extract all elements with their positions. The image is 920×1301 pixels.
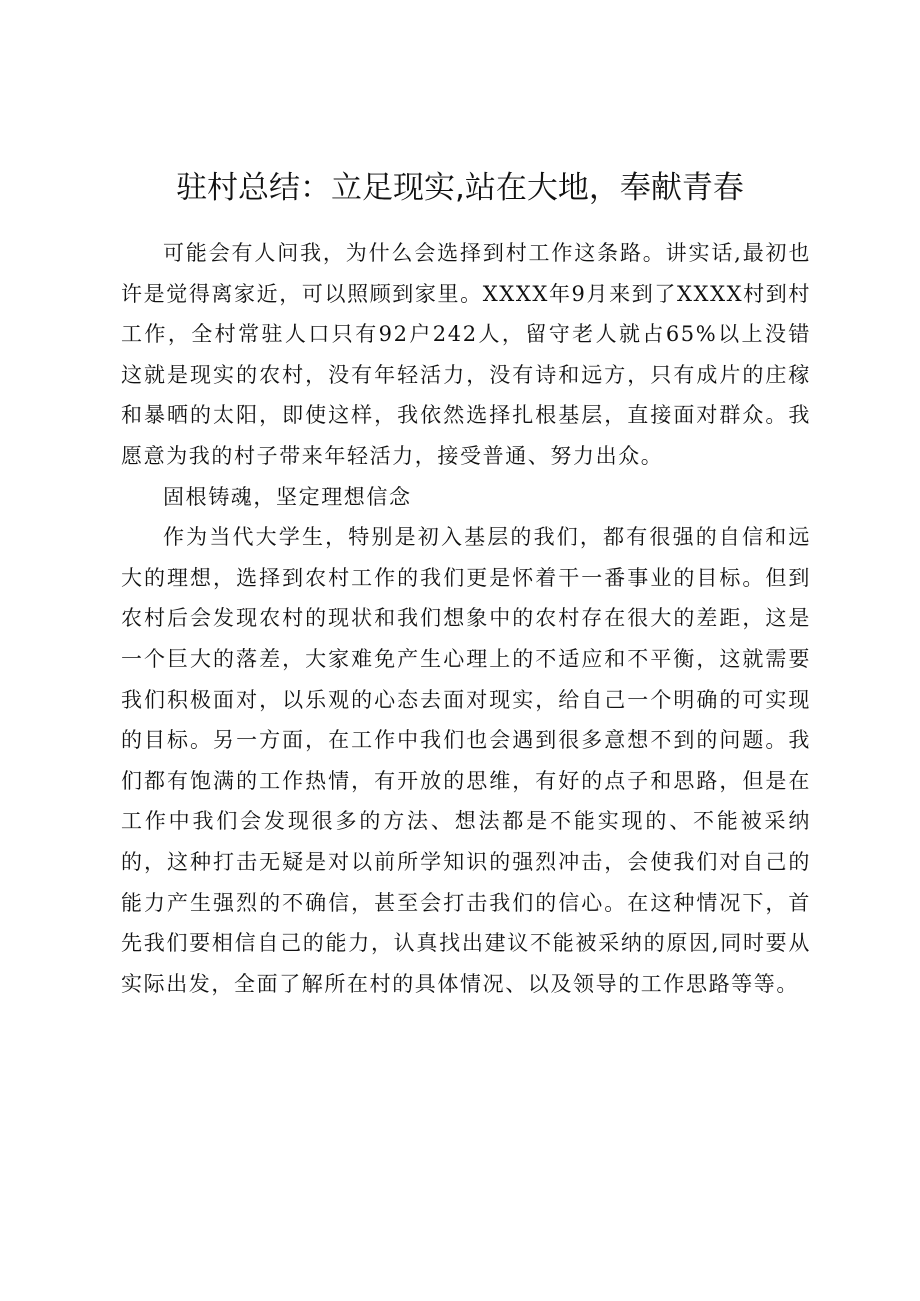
document-title: 驻村总结：立足现实,站在大地，奉献青春 [176,170,744,206]
section-heading: 固根铸魂，坚定理想信念 [163,484,412,509]
paragraph-intro: 可能会有人问我，为什么会选择到村工作这条路。讲实话,最初也许是觉得离家近，可以照顾到家里。XXXX年9月来到了XXXX村到村工作，全村常驻人口只有92户242人，留守老人就占65%以上没错这就是现实的农村，没有年轻活力，没有诗和远方，只有成片的庄稼和暴晒的太阳，即使这样，我依然选择扎根基层，直接面对群众。我愿意为我的村子带来年轻活力，接受普通、努力出众。 [121,241,811,468]
document-body [121,233,811,1004]
paragraph-main: 作为当代大学生，特别是初入基层的我们，都有很强的自信和远大的理想，选择到农村工作的我们更是怀着干一番事业的目标。但到农村后会发现农村的现状和我们想象中的农村存在很大的差距，这是一个巨大的落差，大家难免产生心理上的不适应和不平衡，这就需要我们积极面对，以乐观的心态去面对现实，给自己一个明确的可实现的目标。另一方面，在工作中我们也会遇到很多意想不到的问题。我们都有饱满的工作热情，有开放的思维，有好的点子和思路，但是在工作中我们会发现很多的方法、想法都是不能实现的、不能被采纳的，这种打击无疑是对以前所学知识的强烈冲击，会使我们对自己的能力产生强烈的不确信，甚至会打击我们的信心。在这种情况下，首先我们要相信自己的能力，认真找出建议不能被采纳的原因,同时要从实际出发，全面了解所在村的具体情况、以及领导的工作思路等等。 [121,525,811,996]
